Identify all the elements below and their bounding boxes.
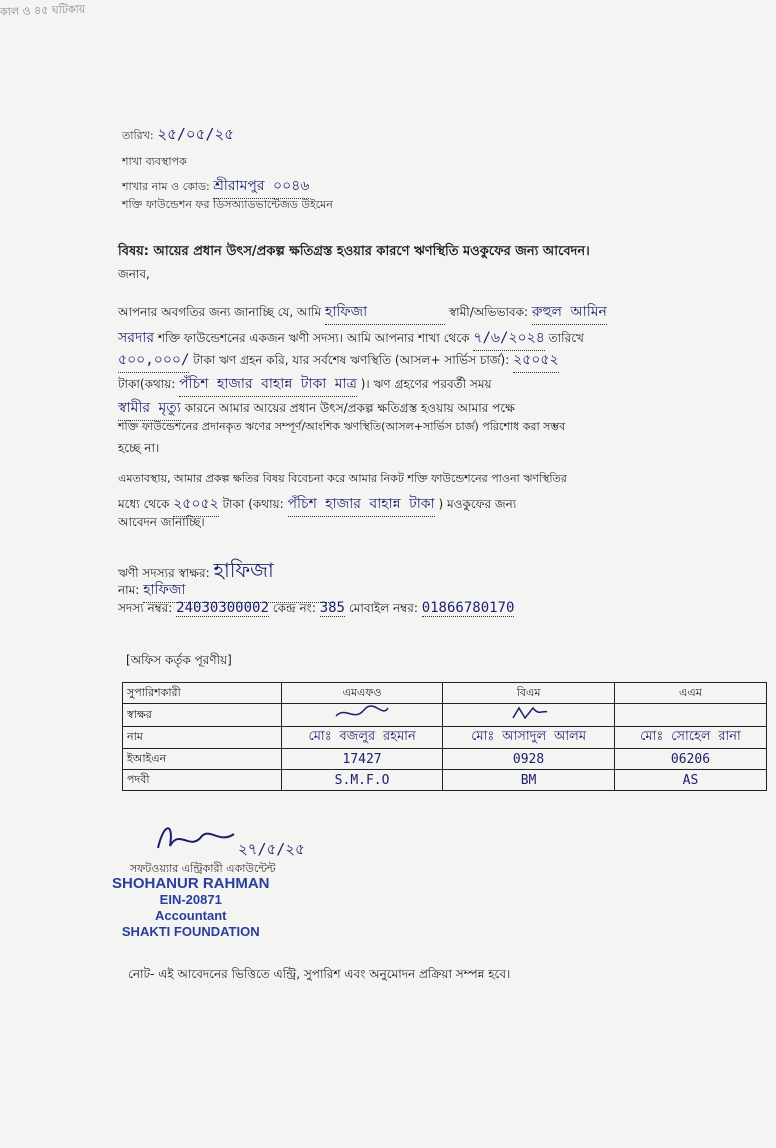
para1-text2: স্বামী/অভিভাবক: xyxy=(448,305,529,319)
top-margin-note: কাল ও ৪৫ ঘটিকায় xyxy=(0,2,86,19)
para1-line3 xyxy=(118,348,559,373)
row-label: স্বাক্ষর xyxy=(123,704,282,727)
para2-text4: ) মওকুফের জন্য xyxy=(438,497,517,511)
para2-text3: টাকা (কথায়: xyxy=(222,497,284,511)
accountant-title: সফটওয়্যার এন্ট্রিকারী একাউন্টেন্ট xyxy=(130,862,276,875)
signature-scribble-mfo xyxy=(332,704,392,722)
para1-text1: আপনার অবগতির জন্য জানাচ্ছি যে, আমি xyxy=(118,305,322,319)
ein-bm: 0928 xyxy=(443,749,615,770)
stamp-org: SHAKTI FOUNDATION xyxy=(121,924,260,939)
row-label: নাম xyxy=(123,727,282,749)
signature-am xyxy=(614,704,766,727)
waive-in-words: পঁচিশ হাজার বাহান্ন টাকা xyxy=(288,492,435,517)
signature-bm xyxy=(443,704,615,727)
member-signature-label: ঋণী সদস্যর স্বাক্ষর: xyxy=(118,566,210,580)
member-no: 24030300002 xyxy=(176,600,269,616)
header-am: এএম xyxy=(614,683,766,704)
para2-line3: আবেদন জানাচ্ছি। xyxy=(118,515,205,529)
name-bm: মোঃ আসাদুল আলম xyxy=(443,727,615,749)
table-row-ein xyxy=(123,749,767,770)
waive-amount: ২৫০৫২ xyxy=(173,492,218,517)
table-row-signature xyxy=(123,704,767,727)
ein-am: 06206 xyxy=(614,749,766,770)
subject-line: বিষয়: আয়ের প্রধান উৎস/প্রকল্প ক্ষতিগ্রস্ত হওয়ার কারণে ঋণস্থিতি মওকুফের জন্য আবেদন। xyxy=(118,244,590,259)
balance-in-words: পঁচিশ হাজার বাহান্ন টাকা মাত্র xyxy=(179,372,357,397)
para1-line7: হচ্ছে না। xyxy=(118,441,160,455)
para1-text4: তারিখে xyxy=(548,331,584,345)
footer-note: নোট- এই আবেদনের ভিত্তিতে এন্ট্রি, সুপারিশ এবং অনুমোদন প্রক্রিয়া সম্পন্ন হবে। xyxy=(128,967,511,981)
member-signature: হাফিজা xyxy=(213,558,274,582)
damage-cause: স্বামীর মৃত্যু xyxy=(118,396,181,421)
branch-label: শাখার নাম ও কোড: xyxy=(122,180,210,193)
para2-text2: মধ্যে থেকে xyxy=(118,497,170,511)
table-row-designation xyxy=(123,770,767,791)
para1-text5: টাকা ঋণ গ্রহন করি, যার সর্বশেষ ঋণস্থিতি (আসল+ সার্ভিস চার্জ): xyxy=(193,353,510,367)
name-mfo: মোঃ বজলুর রহমান xyxy=(282,727,443,749)
signature-mfo xyxy=(282,704,443,727)
header-bm: বিএম xyxy=(443,683,615,704)
org-line: শক্তি ফাউন্ডেশন ফর ডিসঅ্যাডভান্টেজড উইমেন xyxy=(122,198,333,211)
table-header-row xyxy=(123,683,767,704)
date-line xyxy=(122,123,234,148)
accountant-signature-scribble xyxy=(150,818,240,858)
para1-text6: টাকা(কথায়: xyxy=(118,377,176,391)
header-recommender: সুপারিশকারী xyxy=(123,683,282,704)
para1-text7: )। ঋণ গ্রহণের পরবর্তী সময় xyxy=(360,377,492,391)
applicant-name: হাফিজা xyxy=(325,300,445,325)
village: সরদার xyxy=(118,330,155,346)
center-label: কেন্দ্র নং: xyxy=(272,601,316,615)
stamp-name: SHOHANUR RAHMAN xyxy=(112,875,270,892)
signature-scribble-bm xyxy=(509,704,549,722)
para1-line1 xyxy=(118,300,607,325)
branch-value: শ্রীরামপুর ০০৪৬ xyxy=(213,174,309,199)
accountant-signature-date: ২৭/৫/২৫ xyxy=(238,840,305,858)
loan-date: ৭/৬/২০২৪ xyxy=(473,326,544,351)
member-name-label: নাম: xyxy=(118,583,140,597)
header-mfo: এমএফও xyxy=(282,683,443,704)
para1-line6: শক্তি ফাউন্ডেশনের প্রদানকৃত ঋণের সম্পূর্ণ/আংশিক ঋণস্থিতি(আসল+সার্ভিস চার্জ) পরিশোধ করা সম্ভব xyxy=(118,420,566,433)
designation-mfo: S.M.F.O xyxy=(282,770,443,791)
row-label: পদবী xyxy=(123,770,282,791)
para1-text8: কারনে আমার আয়ের প্রধান উৎস/প্রকল্প ক্ষতিগ্রস্ত হওয়ায় আমার পক্ষে xyxy=(184,401,515,415)
salutation: জনাব, xyxy=(118,267,150,281)
recommendation-table xyxy=(122,682,767,791)
member-name: হাফিজা xyxy=(143,578,333,603)
office-use-label: [অফিস কর্তৃক পূরণীয়] xyxy=(126,653,232,667)
member-ids-line xyxy=(118,600,514,620)
center-no: 385 xyxy=(319,600,345,616)
para2-line1: এমতাবস্থায়, আমার প্রকল্প ক্ষতির বিষয় বিবেচনা করে আমার নিকট শক্তি ফাউন্ডেশনের পাওনা ঋণস্থিতির xyxy=(118,472,567,485)
para1-text3: শক্তি ফাউন্ডেশনের একজন ঋণী সদস্য। আমি আপনার শাখা থেকে xyxy=(157,331,470,345)
date-value: ২৫/০৫/২৫ xyxy=(157,125,234,143)
ein-mfo: 17427 xyxy=(282,749,443,770)
row-label: ইআইএন xyxy=(123,749,282,770)
designation-bm: BM xyxy=(443,770,615,791)
guardian-name: রুহুল আমিন xyxy=(532,300,607,325)
accountant-stamp xyxy=(112,876,270,940)
date-label: তারিখ: xyxy=(122,129,154,142)
mobile-no: 01866780170 xyxy=(421,600,515,616)
member-no-label: সদস্য নম্বর: xyxy=(118,601,173,615)
designation-am: AS xyxy=(614,770,766,791)
recipient-line: শাখা ব্যবস্থাপক xyxy=(122,155,187,168)
stamp-ein: EIN-20871 xyxy=(159,892,222,907)
table-row-name xyxy=(123,727,767,749)
name-am: মোঃ সোহেল রানা xyxy=(614,727,766,749)
stamp-role: Accountant xyxy=(155,908,227,923)
mobile-label: মোবাইল নম্বর: xyxy=(348,601,418,615)
loan-balance: ২৫০৫২ xyxy=(513,348,558,373)
loan-amount: ৫০০,০০০/ xyxy=(118,348,189,373)
para1-line4 xyxy=(118,372,492,397)
